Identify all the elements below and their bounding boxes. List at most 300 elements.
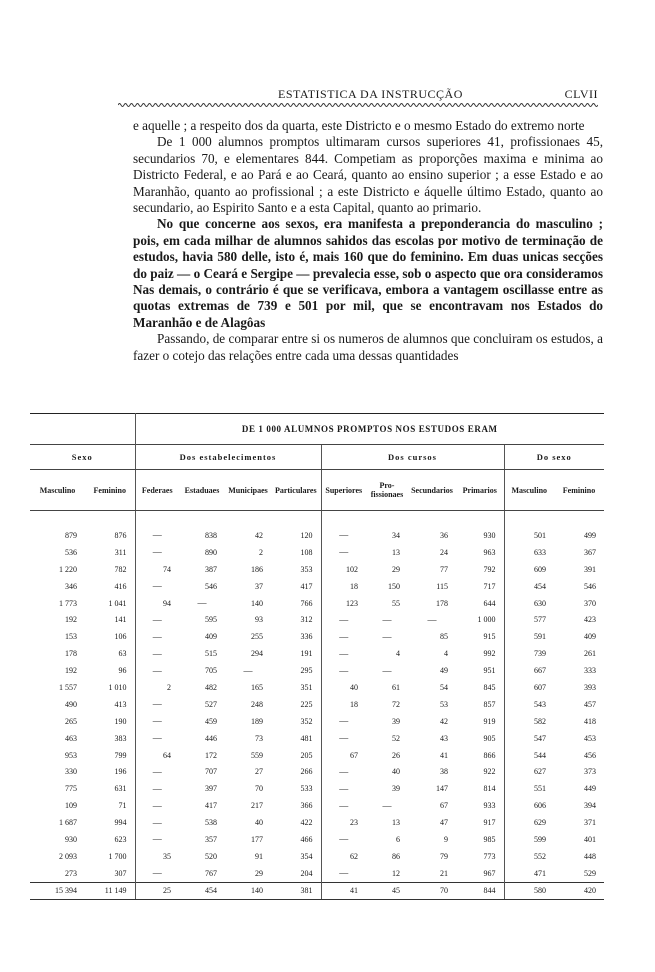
table-cell: 767: [205, 868, 217, 878]
table-cell: —: [321, 628, 366, 645]
table-cell: 6: [396, 834, 400, 844]
table-cell: 890: [205, 547, 217, 557]
table-cell: —: [135, 713, 179, 730]
table-cell: —: [382, 614, 392, 625]
table-cell: —: [321, 544, 366, 561]
table-cell: 71: [118, 801, 127, 811]
table-cell: 551: [504, 780, 554, 797]
column-header: Feminino: [554, 470, 604, 511]
table-row: [30, 865, 604, 882]
table-cell: 844: [456, 882, 504, 899]
column-header: Particulares: [271, 470, 321, 511]
table-cell: 397: [205, 784, 217, 794]
table-cell: 466: [300, 834, 313, 844]
table-cell: 423: [584, 615, 596, 625]
table-cell: —: [321, 831, 366, 848]
table-cell: 2 093: [59, 851, 77, 861]
table-cell: 120: [300, 530, 313, 540]
statistics-table: [30, 413, 604, 900]
table-cell: 330: [65, 767, 77, 777]
table-cell: 295: [300, 666, 313, 676]
table-cell: 394: [584, 801, 596, 811]
table-cell: 792: [483, 564, 496, 574]
table-cell: 261: [584, 649, 596, 659]
table-cell: 1 000: [477, 615, 496, 625]
table-cell: —: [135, 814, 179, 831]
table-cell: 449: [584, 784, 596, 794]
column-header: Secundarios: [408, 470, 456, 511]
paragraph: e aquelle ; a respeito dos da quarta, este Districto e o mesmo Estado do extremo norte: [133, 118, 585, 133]
table-cell: 499: [584, 530, 596, 540]
table-cell: 543: [504, 696, 554, 713]
table-cell: 538: [205, 818, 217, 828]
table-row: [30, 544, 604, 561]
table-cell: 165: [251, 682, 263, 692]
table-row: [30, 814, 604, 831]
table-cell: 546: [205, 581, 217, 591]
table-row: [30, 595, 604, 612]
table-cell: 29: [392, 564, 400, 574]
table-cell: 529: [584, 868, 596, 878]
table-cell: 178: [65, 649, 77, 659]
table-cell: 631: [114, 784, 127, 794]
table-cell: —: [135, 865, 179, 882]
table-cell: 266: [300, 767, 313, 777]
table-cell: 448: [584, 851, 596, 861]
table-cell: 109: [65, 801, 77, 811]
table-cell: 15 394: [30, 882, 85, 899]
table-cell: 409: [584, 632, 596, 642]
table-cell: 346: [65, 581, 77, 591]
table-cell: 43: [440, 733, 448, 743]
table-cell: 1 220: [59, 564, 77, 574]
table-cell: —: [321, 763, 366, 780]
table-cell: 930: [65, 834, 77, 844]
table-cell: 352: [300, 716, 313, 726]
table-cell: —: [135, 730, 179, 747]
table-cell: 606: [504, 797, 554, 814]
table-cell: 27: [255, 767, 263, 777]
table-cell: 879: [65, 530, 77, 540]
body-text: [133, 118, 603, 364]
group-do-sexo: Do sexo: [504, 445, 604, 470]
table-row: [30, 628, 604, 645]
table-cell: 577: [504, 611, 554, 628]
table-row: [30, 662, 604, 679]
table-cell: 917: [483, 818, 496, 828]
table-cell: 418: [584, 716, 596, 726]
table-cell: 775: [65, 784, 77, 794]
table-cell: 40: [392, 767, 400, 777]
table-cell: 35: [135, 848, 179, 865]
table-cell: 4: [396, 649, 400, 659]
table-row: [30, 527, 604, 544]
table-cell: 40: [321, 679, 366, 696]
table-row: [30, 848, 604, 865]
table-cell: 37: [255, 581, 263, 591]
table-cell: 72: [392, 699, 400, 709]
table-cell: 333: [584, 666, 596, 676]
table-cell: 196: [114, 767, 127, 777]
table-cell: 951: [483, 666, 496, 676]
table-cell: —: [321, 713, 366, 730]
table-cell: 273: [65, 868, 77, 878]
table-cell: 459: [205, 716, 217, 726]
table-cell: 799: [114, 750, 127, 760]
column-header: Masculino: [504, 470, 554, 511]
column-header: Estaduaes: [179, 470, 225, 511]
table-cell: 366: [300, 801, 313, 811]
table-cell: 393: [584, 682, 596, 692]
table-cell: —: [321, 865, 366, 882]
table-cell: 1 557: [59, 682, 77, 692]
table-cell: 62: [321, 848, 366, 865]
table-cell: 630: [504, 595, 554, 612]
table-cell: 454: [504, 578, 554, 595]
table-cell: 217: [251, 801, 263, 811]
table-cell: 108: [300, 547, 313, 557]
table-cell: 417: [300, 581, 313, 591]
table-cell: 70: [408, 882, 456, 899]
table-cell: —: [321, 797, 366, 814]
table-cell: 373: [584, 767, 596, 777]
table-cell: 515: [205, 649, 217, 659]
table-cell: —: [321, 780, 366, 797]
table-cell: 177: [251, 834, 263, 844]
table-cell: 191: [300, 649, 313, 659]
table-cell: 77: [440, 564, 448, 574]
table-cell: 13: [392, 547, 400, 557]
table-cell: 150: [388, 581, 400, 591]
table-cell: 24: [440, 547, 448, 557]
table-cell: 255: [251, 632, 263, 642]
table-cell: 1 010: [108, 682, 127, 692]
table-cell: 552: [504, 848, 554, 865]
table-row: [30, 679, 604, 696]
table-cell: 13: [392, 818, 400, 828]
table-cell: 36: [440, 530, 448, 540]
table-cell: —: [197, 598, 207, 608]
table-cell: 370: [584, 598, 596, 608]
table-cell: 106: [114, 632, 127, 642]
table-cell: 595: [205, 615, 217, 625]
table-cell: 42: [255, 530, 263, 540]
table-cell: 38: [440, 767, 448, 777]
table-cell: 192: [65, 615, 77, 625]
column-header: Federaes: [135, 470, 179, 511]
table-cell: 93: [255, 615, 263, 625]
table-row: [30, 645, 604, 662]
table-cell: 312: [300, 615, 313, 625]
table-cell: 67: [321, 747, 366, 764]
table-cell: 190: [114, 716, 127, 726]
table-cell: 930: [483, 530, 496, 540]
table-cell: —: [135, 611, 179, 628]
table-cell: 582: [504, 713, 554, 730]
table-cell: 307: [114, 868, 127, 878]
table-cell: —: [321, 730, 366, 747]
table-cell: 814: [483, 784, 496, 794]
table-cell: 1 687: [59, 818, 77, 828]
table-cell: 838: [205, 530, 217, 540]
table-cell: 371: [584, 818, 596, 828]
table-cell: 527: [205, 699, 217, 709]
table-cell: 186: [251, 564, 263, 574]
table-cell: 559: [251, 750, 263, 760]
table-cell: 453: [584, 733, 596, 743]
table-cell: 178: [436, 598, 448, 608]
table-row: [30, 831, 604, 848]
table-cell: 457: [584, 699, 596, 709]
table-cell: 416: [114, 581, 127, 591]
table-cell: 67: [440, 801, 448, 811]
table-cell: 994: [114, 818, 127, 828]
table-row: [30, 763, 604, 780]
table-cell: 39: [392, 716, 400, 726]
table-cell: 905: [483, 733, 496, 743]
table-cell: 11 149: [85, 882, 135, 899]
table-cell: 225: [300, 699, 313, 709]
table-cell: —: [135, 696, 179, 713]
table-cell: 205: [300, 750, 313, 760]
table-cell: 102: [321, 561, 366, 578]
table-cell: 54: [440, 682, 448, 692]
table-cell: 782: [114, 564, 127, 574]
table-cell: —: [382, 800, 392, 811]
table-cell: 922: [483, 767, 496, 777]
table-cell: —: [321, 527, 366, 544]
table-cell: 74: [135, 561, 179, 578]
table-cell: 4: [444, 649, 448, 659]
table-cell: —: [243, 665, 253, 676]
table-cell: 420: [554, 882, 604, 899]
table-cell: 866: [483, 750, 496, 760]
paragraph: No que concerne aos sexos, era manifesta a preponderancia do masculino ; pois, em cada milhar de alumnos sahidos das escolas por motivo de terminação de estudos, havia 580 delle, isto é, mais 160 que do feminino. Em duas unicas secções do paiz — o Ceará e Sergipe — prevalecia esse, sob o aspecto que ora consideramos Nas demais, o contrário é que se verificava, embora a vantagem oscillasse entre as quotas extremas de 739 e 501 por mil, que se encontravam nos Estados do Maranhão e de Alagôas: [133, 216, 603, 330]
table-cell: 1 041: [108, 598, 127, 608]
table-cell: 471: [504, 865, 554, 882]
group-cursos: Dos cursos: [321, 445, 504, 470]
table-cell: 953: [65, 750, 77, 760]
table-cell: —: [135, 763, 179, 780]
table-cell: 520: [205, 851, 217, 861]
table-cell: 45: [366, 882, 408, 899]
header-title: ESTATISTICA DA INSTRUCÇÃO: [278, 87, 463, 101]
table-cell: 18: [321, 578, 366, 595]
table-cell: 463: [65, 733, 77, 743]
table-cell: 26: [392, 750, 400, 760]
table-cell: 49: [440, 666, 448, 676]
table-cell: 857: [483, 699, 496, 709]
table-cell: 41: [321, 882, 366, 899]
table-cell: 456: [584, 750, 596, 760]
table-cell: 919: [483, 716, 496, 726]
table-cell: 533: [300, 784, 313, 794]
table-cell: 607: [504, 679, 554, 696]
table-cell: —: [427, 614, 437, 625]
table-cell: 2: [135, 679, 179, 696]
column-header: Pro- fissionaes: [366, 470, 408, 511]
table-cell: 47: [440, 818, 448, 828]
paragraph: Passando, de comparar entre si os numeros de alumnos que concluiram os estudos, a fazer o cotejo das relações entre cada uma dessas quantidades: [133, 331, 603, 363]
table-cell: 96: [118, 666, 127, 676]
table-cell: 985: [483, 834, 496, 844]
table-cell: 12: [392, 868, 400, 878]
group-estabelecimentos: Dos estabelecimentos: [135, 445, 321, 470]
table-cell: 115: [436, 581, 448, 591]
table-cell: 705: [205, 666, 217, 676]
table-cell: 85: [440, 632, 448, 642]
table-cell: 79: [440, 851, 448, 861]
table-cell: —: [135, 578, 179, 595]
table-cell: 73: [255, 733, 263, 743]
column-header: Municipaes: [225, 470, 271, 511]
table-cell: 140: [225, 882, 271, 899]
table-cell: —: [135, 645, 179, 662]
table-cell: 336: [300, 632, 313, 642]
table-cell: 153: [65, 632, 77, 642]
table-cell: 381: [271, 882, 321, 899]
column-header: Primarios: [456, 470, 504, 511]
table-cell: 544: [504, 747, 554, 764]
column-header: Feminino: [85, 470, 135, 511]
table-cell: 172: [205, 750, 217, 760]
table-cell: 546: [584, 581, 596, 591]
table-row: [30, 578, 604, 595]
table-cell: 422: [300, 818, 313, 828]
table-cell: —: [321, 611, 366, 628]
table-cell: 773: [483, 851, 496, 861]
table-row: [30, 561, 604, 578]
table-cell: 94: [135, 595, 179, 612]
table-cell: 25: [135, 882, 179, 899]
table-cell: 580: [504, 882, 554, 899]
table-cell: 147: [436, 784, 448, 794]
table-cell: 311: [114, 547, 127, 557]
table-cell: 86: [392, 851, 400, 861]
table-cell: 707: [205, 767, 217, 777]
table-cell: 52: [392, 733, 400, 743]
table-cell: 34: [392, 530, 400, 540]
table-cell: 992: [483, 649, 496, 659]
table-row: [30, 780, 604, 797]
table-cell: 536: [65, 547, 77, 557]
table-cell: 42: [440, 716, 448, 726]
table-cell: 413: [114, 699, 127, 709]
table-cell: 41: [440, 750, 448, 760]
table-cell: 633: [504, 544, 554, 561]
table-cell: 53: [440, 699, 448, 709]
column-header: Masculino: [30, 470, 85, 511]
table-cell: 64: [135, 747, 179, 764]
table-cell: 357: [205, 834, 217, 844]
table-cell: 623: [114, 834, 127, 844]
table-cell: 599: [504, 831, 554, 848]
table-cell: 29: [255, 868, 263, 878]
table-cell: 547: [504, 730, 554, 747]
table-cell: 644: [483, 598, 496, 608]
table-cell: 189: [251, 716, 263, 726]
table-cell: 367: [584, 547, 596, 557]
table-cell: 70: [255, 784, 263, 794]
table-cell: 967: [483, 868, 496, 878]
table-cell: 933: [483, 801, 496, 811]
table-cell: —: [135, 662, 179, 679]
table-cell: 409: [205, 632, 217, 642]
table-cell: —: [135, 831, 179, 848]
table-cell: 446: [205, 733, 217, 743]
table-cell: 9: [444, 834, 448, 844]
table-cell: 40: [255, 818, 263, 828]
table-cell: 192: [65, 666, 77, 676]
table-cell: 18: [321, 696, 366, 713]
table-cell: 667: [504, 662, 554, 679]
table-cell: 609: [504, 561, 554, 578]
table-cell: 417: [205, 801, 217, 811]
wavy-rule: [118, 101, 598, 109]
table-cell: 963: [483, 547, 496, 557]
table-cell: 387: [205, 564, 217, 574]
table-cell: 915: [483, 632, 496, 642]
table-cell: —: [135, 628, 179, 645]
table-cell: 55: [392, 598, 400, 608]
table-cell: 21: [440, 868, 448, 878]
table-cell: 123: [321, 595, 366, 612]
table-cell: 766: [300, 598, 313, 608]
group-sexo: Sexo: [30, 445, 135, 470]
table-cell: 91: [255, 851, 263, 861]
table-cell: —: [135, 544, 179, 561]
table-cell: —: [135, 527, 179, 544]
table-cell: —: [321, 645, 366, 662]
table-cell: 876: [114, 530, 127, 540]
total-row: [30, 882, 604, 899]
table-row: [30, 797, 604, 814]
table-cell: —: [321, 662, 366, 679]
table-cell: 248: [251, 699, 263, 709]
super-header: DE 1 000 ALUMNOS PROMPTOS NOS ESTUDOS ERAM: [135, 414, 604, 445]
table-cell: 294: [251, 649, 263, 659]
table-cell: 454: [179, 882, 225, 899]
paragraph: De 1 000 alumnos promptos ultimaram cursos superiores 41, profissionaes 45, secundarios 70, e elementares 844. Competiam as proporções maxima e minima ao Districto Federal, e ao Pará e ao Ceará, quanto ao ensino superior ; a esse Estado e ao Maranhão, quanto ao profissional ; a este Districto e áquelle último Estado, quanto ao secundario, ao Espirito Santo e a esta Capital, quanto ao primario.: [133, 134, 603, 216]
table-cell: 401: [584, 834, 596, 844]
table-cell: 2: [259, 547, 263, 557]
table-cell: 383: [114, 733, 127, 743]
table-cell: 501: [504, 527, 554, 544]
table-cell: 23: [321, 814, 366, 831]
table-row: [30, 696, 604, 713]
table-cell: 1 700: [108, 851, 127, 861]
table-cell: 39: [392, 784, 400, 794]
table-cell: 354: [300, 851, 313, 861]
table-cell: 63: [118, 649, 127, 659]
table-cell: 739: [504, 645, 554, 662]
table-cell: 490: [65, 699, 77, 709]
table-cell: 717: [483, 581, 496, 591]
page-number: CLVII: [564, 87, 598, 101]
table-row: [30, 730, 604, 747]
table-cell: —: [382, 631, 392, 642]
running-header: [118, 87, 598, 113]
table-cell: 481: [300, 733, 313, 743]
table-cell: 482: [205, 682, 217, 692]
table-cell: —: [382, 665, 392, 676]
table-row: [30, 713, 604, 730]
table-cell: 629: [504, 814, 554, 831]
table-cell: 204: [300, 868, 313, 878]
column-header: Superiores: [321, 470, 366, 511]
table-cell: 845: [483, 682, 496, 692]
table-cell: 265: [65, 716, 77, 726]
